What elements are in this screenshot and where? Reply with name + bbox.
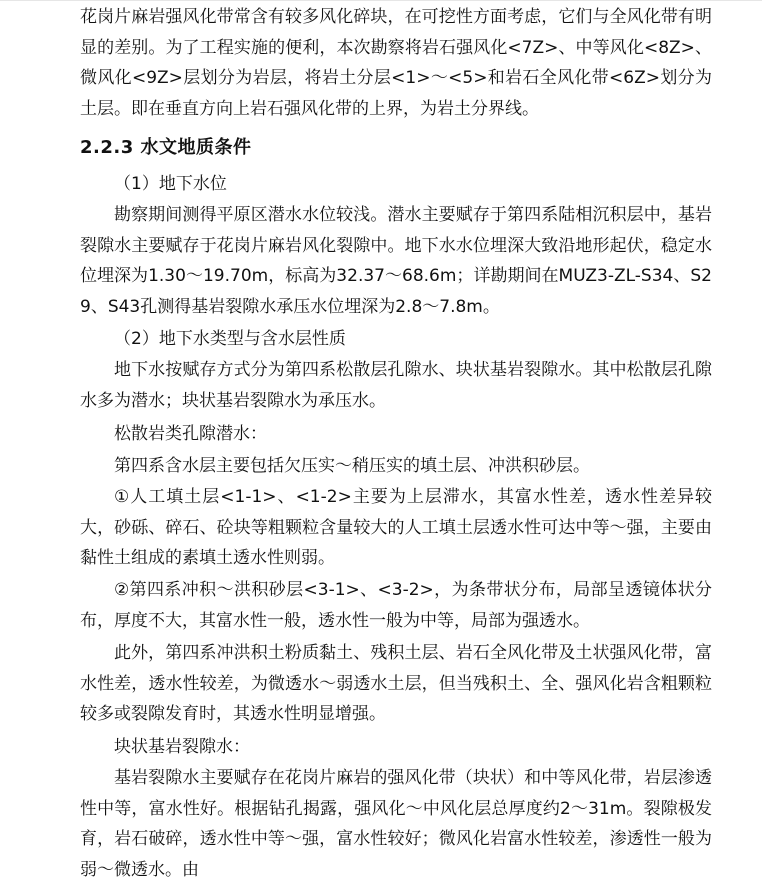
subsection-groundwater-types: （2）地下水类型与含水层性质: [114, 329, 346, 349]
quaternary-aquifer-paragraph: 第四系含水层主要包括欠压实～稍压实的填土层、冲洪积砂层。: [114, 456, 590, 476]
alluvial-sand-paragraph: ②第四系冲积～洪积砂层<3-1>、<3-2>，为条带状分布，局部呈透镜体状分布，厚度不大，其富水性一般，透水性一般为中等，局部为强透水。: [80, 580, 712, 631]
intro-paragraph: 花岗片麻岩强风化带常含有较多风化碎块，在可挖性方面考虑，它们与全风化带有明显的差别。为了工程实施的便利，本次勘察将岩石强风化<7Z>、中等风化<8Z>、微风化<9Z>层划分为岩层，将岩土分层<1>～<5>和岩石全风化带<6Z>划分为土层。即在垂直方向上岩石强风化带的上界，为岩土分界线。: [80, 7, 712, 119]
section-heading: 2.2.3 水文地质条件: [80, 137, 252, 158]
loose-rock-pore-water-title: 松散岩类孔隙潜水：: [114, 424, 267, 444]
page-top-border: [0, 0, 762, 1]
other-layers-paragraph: 此外，第四系冲洪积土粉质黏土、残积土层、岩石全风化带及土状强风化带，富水性差，透水性较差，为微透水～弱透水土层，但当残积土、全、强风化岩含粗颗粒较多或裂隙发育时，其透水性明显增强。: [80, 643, 712, 724]
artificial-fill-paragraph: ①人工填土层<1-1>、<1-2>主要为上层滞水，其富水性差，透水性差异较大，砂砾、碎石、砼块等粗颗粒含量较大的人工填土层透水性可达中等～强，主要由黏性土组成的素填土透水性则弱。: [80, 487, 712, 568]
bedrock-fissure-water-paragraph: 基岩裂隙水主要赋存在花岗片麻岩的强风化带（块状）和中等风化带，岩层渗透性中等，富水性好。根据钻孔揭露，强风化～中风化层总厚度约2～31m。裂隙极发育，岩石破碎，透水性中等～强，富水性较好；微风化岩富水性较差，渗透性一般为弱～微透水。由: [80, 768, 712, 880]
subsection-groundwater-level: （1）地下水位: [114, 174, 227, 194]
bedrock-fissure-water-title: 块状基岩裂隙水：: [114, 737, 250, 757]
groundwater-level-paragraph: 勘察期间测得平原区潜水水位较浅。潜水主要赋存于第四系陆相沉积层中，基岩裂隙水主要赋存于花岗片麻岩风化裂隙中。地下水水位埋深大致沿地形起伏，稳定水位埋深为1.30～19.70m，标高为32.37～68.6m；详勘期间在MUZ3-ZL-S34、S29、S43孔测得基岩裂隙水承压水位埋深为2.8～7.8m。: [80, 205, 712, 317]
groundwater-types-paragraph: 地下水按赋存方式分为第四系松散层孔隙水、块状基岩裂隙水。其中松散层孔隙水多为潜水；块状基岩裂隙水为承压水。: [80, 360, 712, 411]
